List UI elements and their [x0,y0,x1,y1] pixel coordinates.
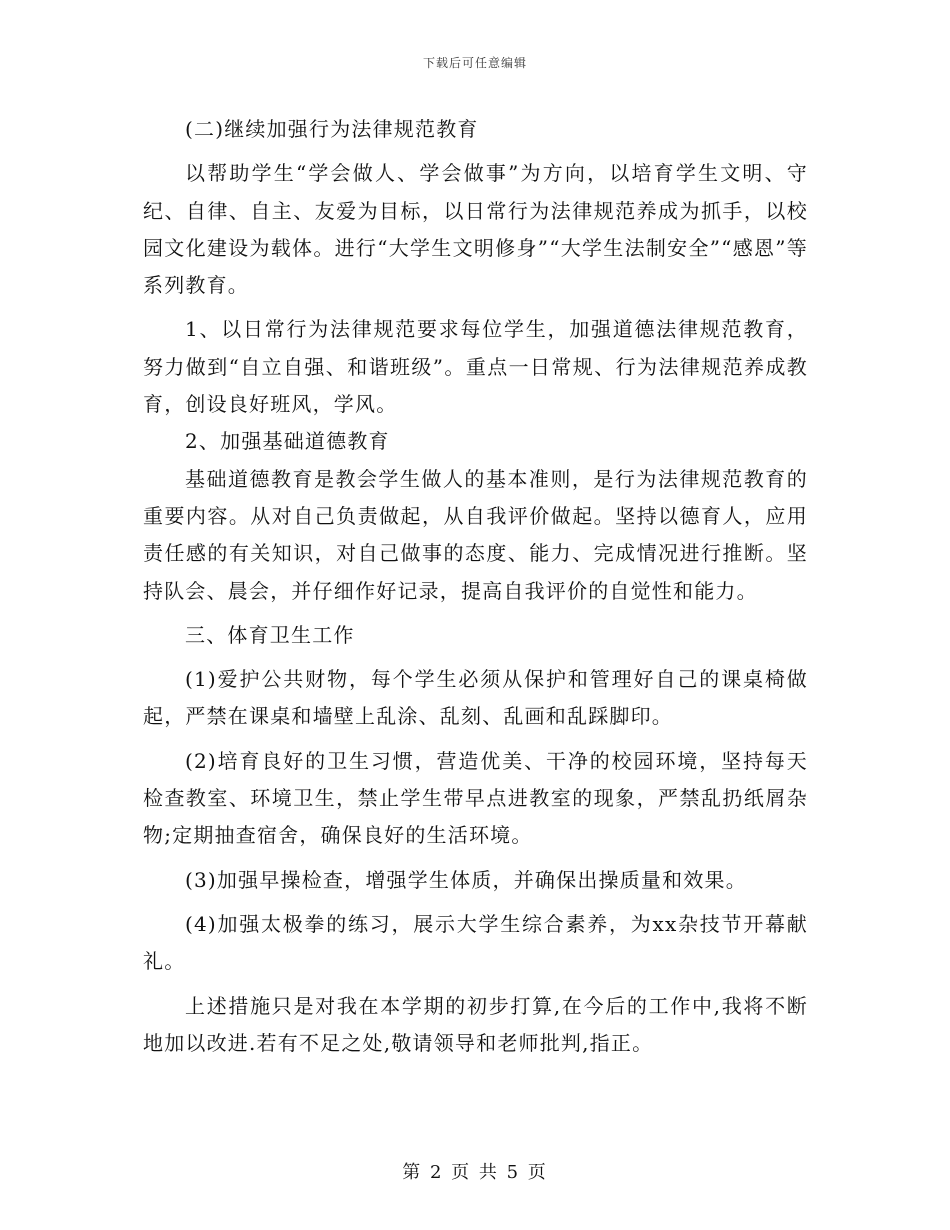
page-header-note: 下载后可任意编辑 [422,56,527,70]
paragraph-morning-exercise: (3)加强早操检查，增强学生体质，并确保出操质量和效果。 [185,867,747,892]
section-heading-sports-hygiene: 三、体育卫生工作 [185,622,355,647]
paragraph-item-1: 1、以日常行为法律规范要求每位学生，加强道德法律规范教育，努力做到“自立自强、和谐班级”。重点一日常规、行为法律规范养成教育，创设良好班风，学风。 [143,317,808,417]
paragraph-basic-moral-education: 基础道德教育是教会学生做人的基本准则，是行为法律规范教育的重要内容。从对自己负责做起，从自我评价做起。坚持以德育人，应用责任感的有关知识，对自己做事的态度、能力、完成情况进行推断。坚持队会、晨会，并仔细作好记录，提高自我评价的自觉性和能力。 [143,466,808,603]
section-heading-legal-norms: (二)继续加强行为法律规范教育 [185,117,479,141]
paragraph-public-property: (1)爱护公共财物，每个学生必须从保护和管理好自己的课桌椅做起，严禁在课桌和墙壁上乱涂、乱刻、乱画和乱踩脚印。 [143,667,808,729]
document-body [143,111,808,1062]
paragraph-intro: 以帮助学生“学会做人、学会做事”为方向，以培育学生文明、守纪、自律、自主、友爱为目标，以日常行为法律规范养成为抓手，以校园文化建设为载体。进行“大学生文明修身”“大学生法制安全”“感恩”等系列教育。 [143,161,808,298]
subheading-basic-moral-education: 2、加强基础道德教育 [185,429,390,454]
page-number: 第 2 页 共 5 页 [402,1162,548,1183]
paragraph-taichi: (4)加强太极拳的练习，展示大学生综合素养，为xx杂技节开幕献礼。 [143,911,808,974]
paragraph-hygiene-habits: (2)培育良好的卫生习惯，营造优美、干净的校园环境，坚持每天检查教室、环境卫生，禁止学生带早点进教室的现象，严禁乱扔纸屑杂物;定期抽查宿舍，确保良好的生活环境。 [143,748,808,848]
paragraph-conclusion: 上述措施只是对我在本学期的初步打算,在今后的工作中,我将不断地加以改进.若有不足之处,敬请领导和老师批判,指正。 [143,993,808,1055]
